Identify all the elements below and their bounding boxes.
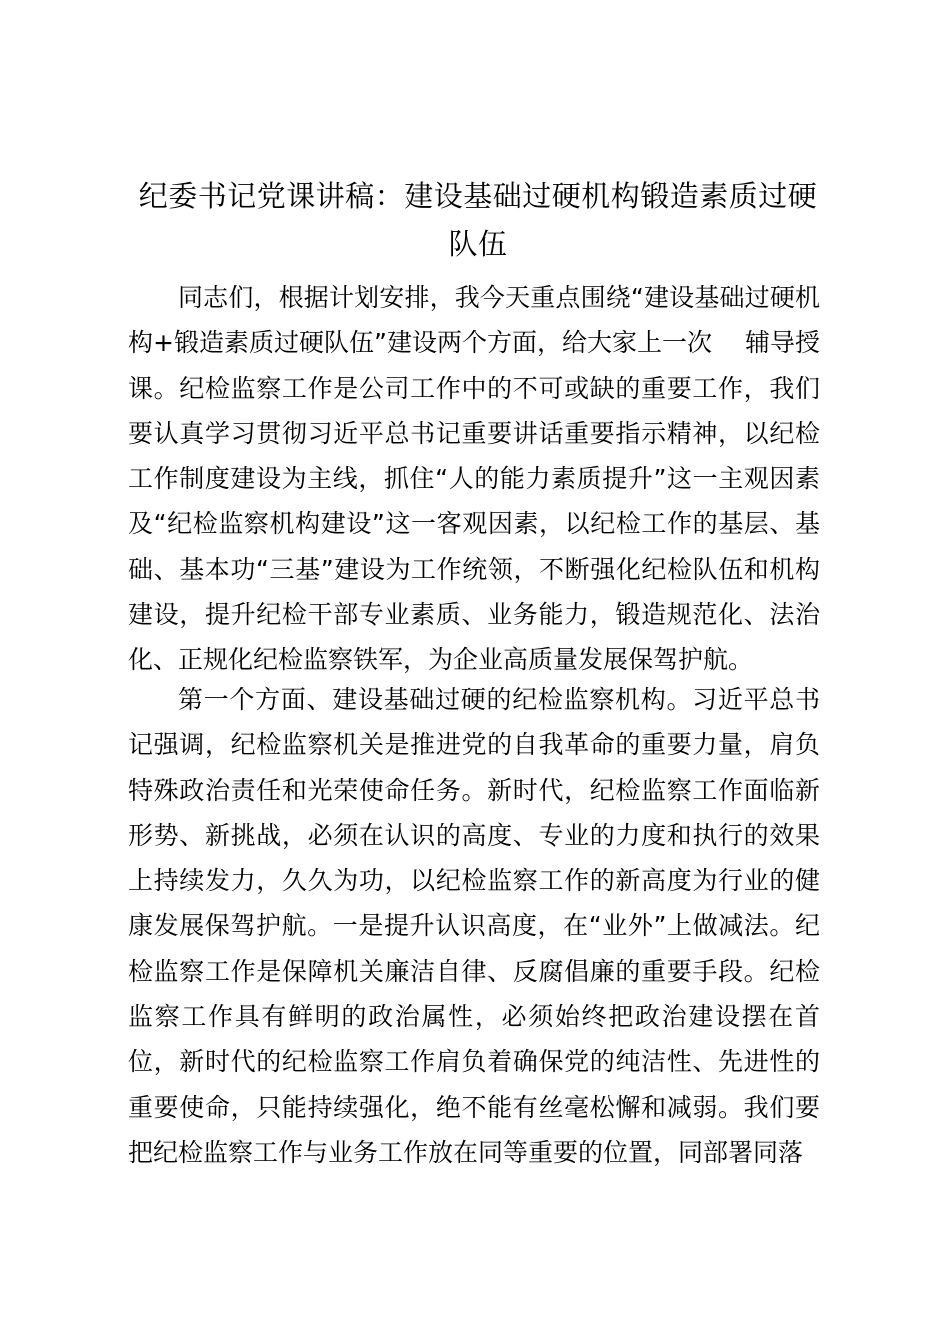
document-title: 纪委书记党课讲稿：建设基础过硬机构锻造素质过硬队伍 <box>138 179 818 261</box>
paragraph-first-aspect: 第一个方面、建设基础过硬的纪检监察机构。习近平总书记强调，纪检监察机关是推进党的自我革命的重要力量，肩负特殊政治责任和光荣使命任务。新时代，纪检监察工作面临新形势、新挑战，必须在认识的高度、专业的力度和执行的效果上持续发力，久久为功，以纪检监察工作的新高度为行业的健康发展保驾护航。一是提升认识高度，在“业外”上做减法。纪检监察工作是保障机关廉洁自律、反腐倡廉的重要手段。纪检监察工作具有鲜明的政治属性，必须始终把政治建设摆在首位，新时代的纪检监察工作肩负着确保党的纯洁性、先进性的重要使命，只能持续强化，绝不能有丝毫松懈和减弱。我们要把纪检监察工作与业务工作放在同等重要的位置，同部署同落 <box>128 685 820 1167</box>
paragraph-introduction: 同志们，根据计划安排，我今天重点围绕“建设基础过硬机构+锻造素质过硬队伍”建设两个方面，给大家上一次 辅导授课。纪检监察工作是公司工作中的不可或缺的重要工作，我们要认真学习贯彻习近平总书记重要讲话重要指示精神，以纪检工作制度建设为主线，抓住“人的能力素质提升”这一主观因素及“纪检监察机构建设”这一客观因素，以纪检工作的基层、基础、基本功“三基”建设为工作统领，不断强化纪检队伍和机构建设，提升纪检干部专业素质、业务能力，锻造规范化、法治化、正规化纪检监察铁军，为企业高质量发展保驾护航。 <box>128 283 820 675</box>
